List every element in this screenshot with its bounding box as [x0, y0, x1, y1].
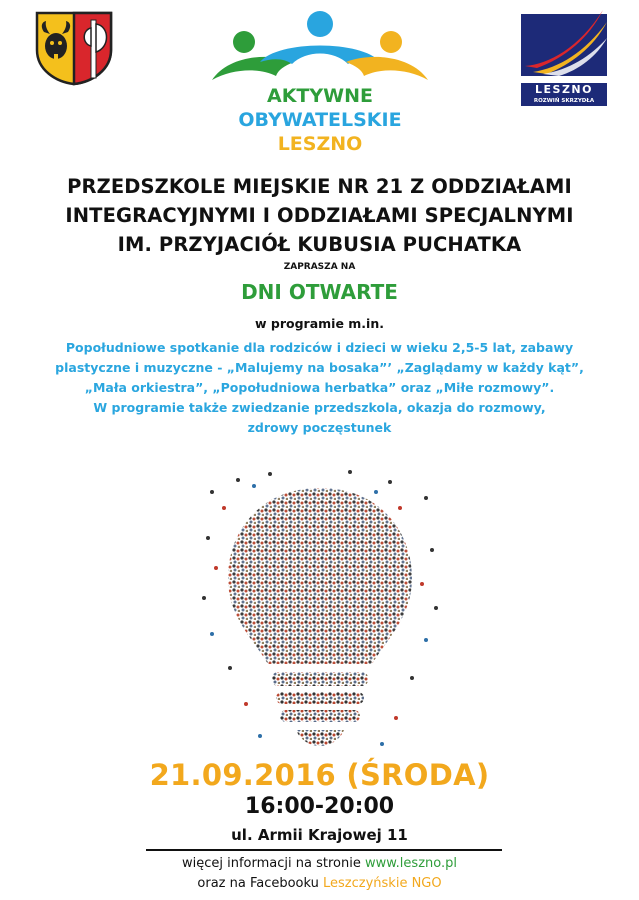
- program-line: „Mała orkiestra”, „Popołudniowa herbatka” oraz „Miłe rozmowy”.: [84, 380, 555, 395]
- logo-line-obywatelskie: OBYWATELSKIE: [238, 109, 402, 131]
- program-description: [0, 338, 639, 438]
- school-name-heading: [0, 172, 639, 259]
- facebook-link[interactable]: Leszczyńskie NGO: [323, 876, 442, 891]
- leszno-logo-name: LESZNO: [521, 83, 607, 97]
- divider: [146, 849, 502, 851]
- footer-facebook-prefix: oraz na Facebooku: [197, 876, 324, 891]
- program-line: W programie także zwiedzanie przedszkola, okazja do rozmowy,: [93, 400, 546, 415]
- event-title: DNI OTWARTE: [241, 280, 398, 304]
- headline-line-3: IM. PRZYJACIÓŁ KUBUSIA PUCHATKA: [117, 233, 522, 256]
- leszno-city-logo: [519, 8, 609, 108]
- program-line: Popołudniowe spotkanie dla rodziców i dzieci w wieku 2,5-5 lat, zabawy: [65, 340, 574, 355]
- coat-of-arms-icon: [34, 10, 114, 86]
- event-time: 16:00-20:00: [244, 794, 395, 819]
- program-line: zdrowy poczęstunek: [247, 420, 392, 435]
- headline-line-1: PRZEDSZKOLE MIEJSKIE NR 21 Z ODDZIAŁAMI: [67, 175, 572, 198]
- event-address: ul. Armii Krajowej 11: [231, 826, 408, 844]
- website-link[interactable]: www.leszno.pl: [364, 856, 457, 871]
- logo-line-aktywne: AKTYWNE: [267, 85, 373, 107]
- footer-website-line: [0, 856, 639, 871]
- footer-facebook-line: [0, 876, 639, 891]
- leszno-wings-icon: [519, 8, 609, 78]
- invites-text: ZAPRASZA NA: [283, 262, 356, 272]
- leszno-logo-tagline: ROZWIŃ SKRZYDŁA: [521, 97, 607, 106]
- headline-line-2: INTEGRACYJNYMI I ODDZIAŁAMI SPECJALNYMI: [65, 204, 574, 227]
- program-line: plastyczne i muzyczne - „Malujemy na bosaka”’ „Zaglądamy w każdy kąt”,: [55, 360, 584, 375]
- lightbulb-crowd-icon: [200, 468, 440, 758]
- footer-website-prefix: więcej informacji na stronie: [182, 856, 365, 871]
- logo-line-leszno: LESZNO: [277, 133, 363, 155]
- event-date: 21.09.2016 (ŚRODA): [149, 758, 490, 792]
- program-lead: w programie m.in.: [255, 316, 384, 331]
- aktywne-leszno-wordmark: [208, 84, 432, 156]
